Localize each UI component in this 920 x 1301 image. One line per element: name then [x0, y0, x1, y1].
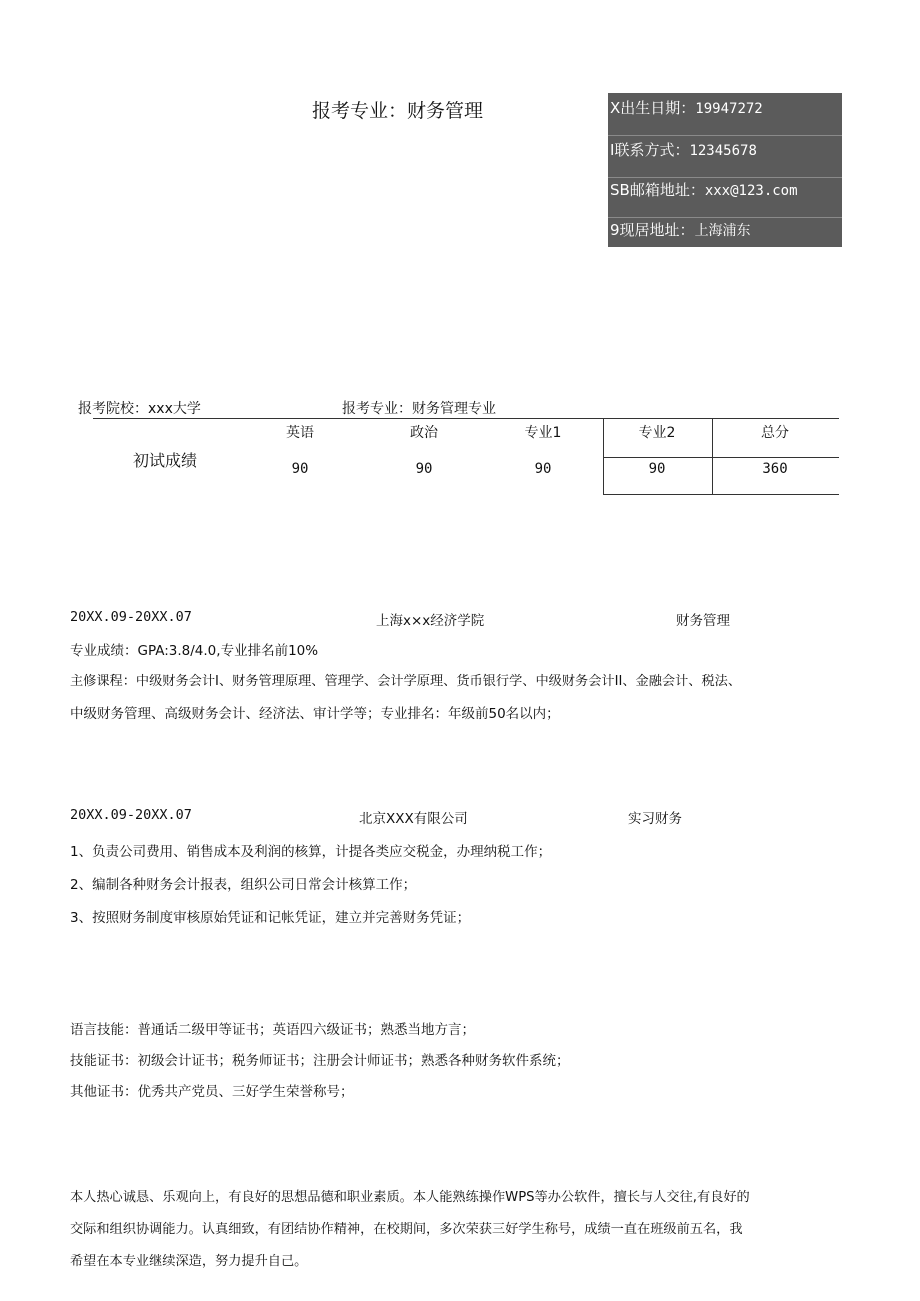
- table-mid-border: [603, 457, 839, 458]
- experience-period: 20XX.09-20XX.07: [70, 807, 192, 823]
- summary-line: 交际和组织协调能力。认真细致，有团结协作精神，在校期间，多次荣获三好学生称号，成绩一直在班级前五名，我: [70, 1222, 743, 1237]
- contact-info-box: [608, 93, 842, 247]
- table-top-border: [93, 418, 839, 419]
- page-title: 报考专业：财务管理: [312, 100, 484, 122]
- exam-major: 报考专业：财务管理专业: [342, 401, 496, 417]
- address-prefix: 9: [610, 221, 620, 239]
- col-politics: 政治: [410, 425, 438, 441]
- exam-school: 报考院校：xxx大学: [78, 401, 201, 417]
- score-politics: 90: [415, 461, 433, 477]
- col-english: 英语: [286, 425, 314, 441]
- email-row: [610, 175, 798, 213]
- birth-date-row: [610, 93, 763, 131]
- phone-prefix: I: [610, 141, 615, 159]
- address-row: [610, 215, 751, 253]
- experience-duty: 1、负责公司费用、销售成本及利润的核算，计提各类应交税金，办理纳税工作；: [70, 844, 552, 860]
- birth-date-prefix: X: [610, 99, 621, 117]
- skill-certificates: 技能证书：初级会计证书；税务师证书；注册会计师证书；熟悉各种财务软件系统；: [70, 1053, 570, 1069]
- score-total: 360: [762, 461, 788, 477]
- experience-position: 实习财务: [628, 811, 682, 827]
- score-english: 90: [291, 461, 309, 477]
- score-major2: 90: [648, 461, 666, 477]
- experience-duty: 3、按照财务制度审核原始凭证和记帐凭证，建立并完善财务凭证；: [70, 910, 471, 926]
- summary-line: 本人热心诚恳、乐观向上，有良好的思想品德和职业素质。本人能熟练操作WPS等办公软件，擅长与人交往,有良好的: [70, 1190, 750, 1205]
- address-value: 上海浦东: [694, 223, 751, 239]
- email-label: 邮箱地址：: [629, 181, 705, 199]
- education-gpa: 专业成绩：GPA:3.8/4.0,专业排名前10%: [70, 643, 319, 659]
- exam-row-label: 初试成绩: [132, 451, 197, 470]
- phone-value: 12345678: [689, 143, 757, 159]
- phone-label: 联系方式：: [614, 141, 690, 159]
- col-major2: 专业2: [638, 425, 676, 441]
- address-label: 现居地址：: [619, 221, 695, 239]
- email-value: xxx@123.com: [704, 183, 798, 199]
- experience-duty: 2、编制各种财务会计报表，组织公司日常会计核算工作；: [70, 877, 417, 893]
- experience-company: 北京XXX有限公司: [359, 811, 468, 827]
- education-courses-line2: 中级财务管理、高级财务会计、经济法、审计学等；专业排名：年级前50名以内；: [70, 706, 560, 722]
- col-major1: 专业1: [524, 425, 562, 441]
- birth-date-label: 出生日期：: [620, 99, 696, 117]
- score-major1: 90: [534, 461, 552, 477]
- education-school: 上海x×x经济学院: [376, 613, 485, 629]
- phone-row: [610, 135, 757, 173]
- skill-language: 语言技能：普通话二级甲等证书；英语四六级证书；熟悉当地方言；: [70, 1022, 475, 1038]
- table-bottom-border: [603, 494, 839, 495]
- skill-other: 其他证书：优秀共产党员、三好学生荣誉称号；: [70, 1084, 354, 1100]
- education-period: 20XX.09-20XX.07: [70, 609, 192, 625]
- birth-date-value: 19947272: [695, 101, 763, 117]
- education-major: 财务管理: [676, 613, 730, 629]
- col-total: 总分: [761, 425, 789, 441]
- summary-line: 希望在本专业继续深造，努力提升自己。: [70, 1254, 308, 1269]
- email-prefix: SB: [610, 181, 630, 199]
- education-courses-line1: 主修课程：中级财务会计I、财务管理原理、管理学、会计学原理、货币银行学、中级财务会计II、金融会计、税法、: [70, 674, 742, 689]
